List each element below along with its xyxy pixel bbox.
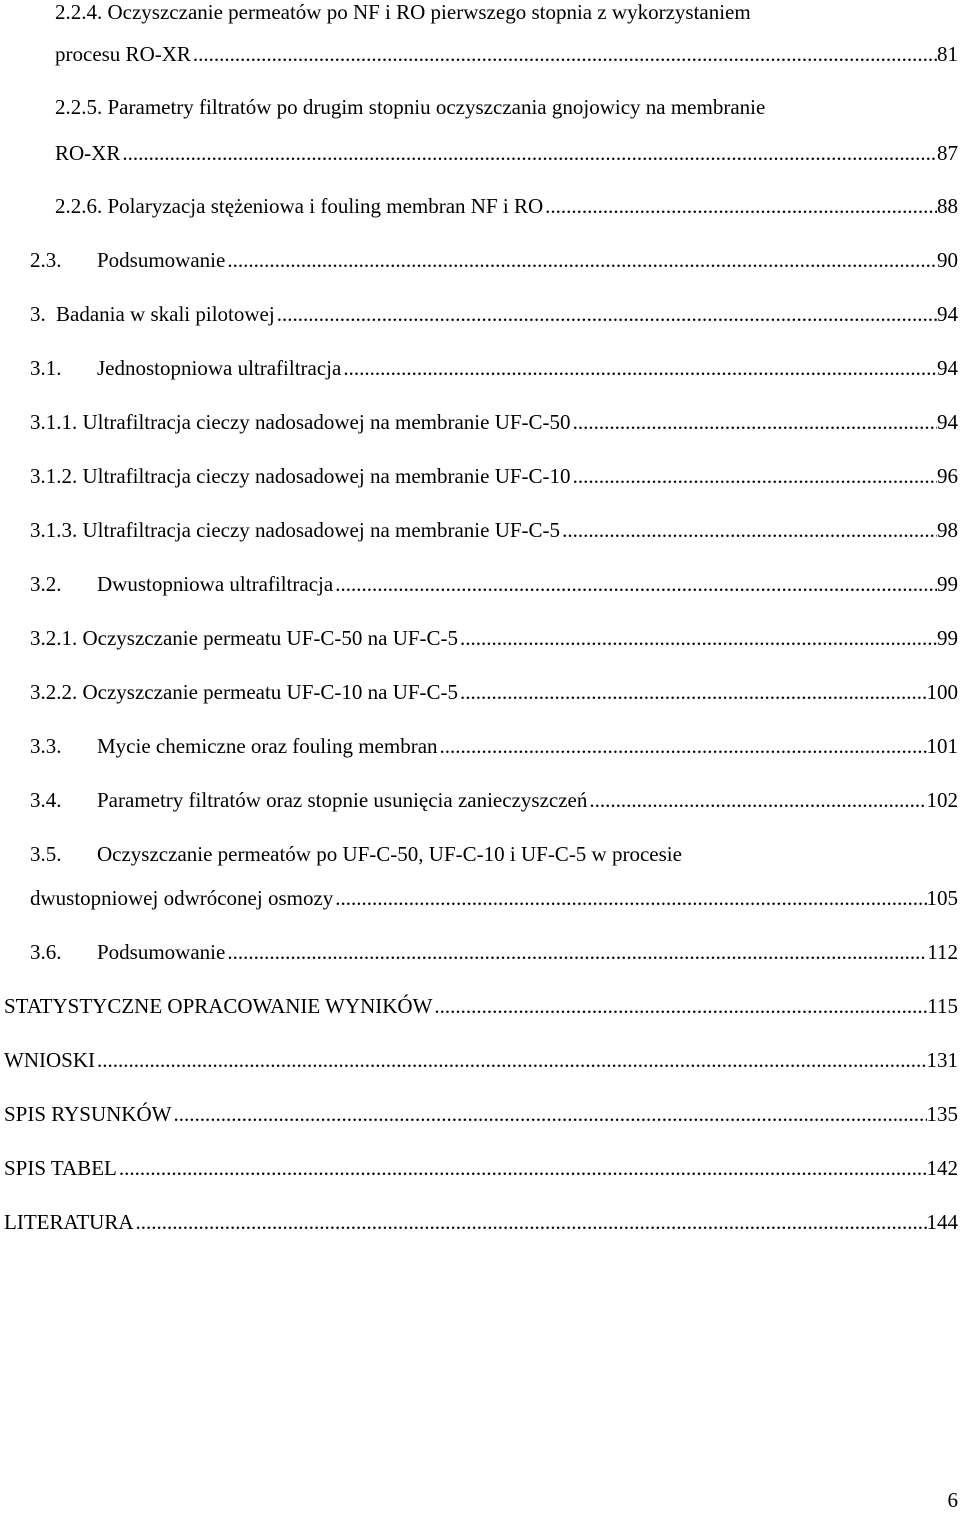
toc-entry-title: SPIS RYSUNKÓW bbox=[4, 1102, 172, 1126]
leader-dots bbox=[543, 194, 937, 219]
toc-entry-3-1[interactable] bbox=[30, 356, 958, 384]
toc-entry-3-1-1[interactable] bbox=[30, 410, 958, 438]
leader-dots bbox=[333, 572, 937, 597]
toc-entry-title: LITERATURA bbox=[4, 1210, 134, 1234]
toc-entry-statystyczne[interactable] bbox=[4, 994, 958, 1022]
toc-entry-3-3[interactable] bbox=[30, 734, 958, 762]
toc-page-number: 131 bbox=[926, 1048, 958, 1072]
leader-dots bbox=[117, 1156, 927, 1181]
toc-entry-3-2-2[interactable] bbox=[30, 680, 958, 708]
toc-entry-3-2-1[interactable] bbox=[30, 626, 958, 654]
toc-page-number: 100 bbox=[926, 680, 958, 704]
leader-dots bbox=[134, 1210, 927, 1235]
leader-dots bbox=[341, 356, 937, 381]
toc-entry-number: 2.2.6. bbox=[55, 194, 103, 218]
toc-entry-3[interactable] bbox=[30, 302, 958, 330]
toc-page-number: 135 bbox=[926, 1102, 958, 1126]
toc-entry-number: 3.1.1. bbox=[30, 410, 78, 434]
toc-page-number: 99 bbox=[937, 572, 958, 596]
toc-page-number: 102 bbox=[926, 788, 958, 812]
toc-entry-3-2[interactable] bbox=[30, 572, 958, 600]
toc-page-number: 99 bbox=[937, 626, 958, 650]
toc-entry-title: Jednostopniowa ultrafiltracja bbox=[97, 356, 342, 380]
toc-entry-3-6[interactable] bbox=[30, 940, 958, 968]
toc-page-number: 90 bbox=[937, 248, 958, 272]
toc-entry-number: 3.3. bbox=[30, 734, 62, 758]
leader-dots bbox=[560, 518, 937, 543]
leader-dots bbox=[225, 248, 937, 273]
toc-page-number: 112 bbox=[927, 940, 958, 964]
leader-dots bbox=[458, 680, 926, 705]
leader-dots bbox=[587, 788, 926, 813]
toc-page-number: 94 bbox=[937, 410, 958, 434]
toc-entry-title: Ultrafiltracja cieczy nadosadowej na membranie UF-C-5 bbox=[82, 518, 561, 542]
toc-entry-3-1-3[interactable] bbox=[30, 518, 958, 546]
toc-entry-number: 3.2. bbox=[30, 572, 62, 596]
toc-page-number: 81 bbox=[937, 42, 958, 66]
toc-entry-spis-tabel[interactable] bbox=[4, 1156, 958, 1184]
leader-dots bbox=[120, 141, 937, 166]
toc-entry-wnioski[interactable] bbox=[4, 1048, 958, 1076]
toc-entry-number: 3.2.1. bbox=[30, 626, 78, 650]
toc-entry-3-5-line2[interactable] bbox=[30, 886, 958, 914]
toc-entry-number: 3.2.2. bbox=[30, 680, 78, 704]
leader-dots bbox=[95, 1048, 927, 1073]
toc-entry-title: Ultrafiltracja cieczy nadosadowej na membranie UF-C-50 bbox=[82, 410, 571, 434]
toc-entry-2-3[interactable] bbox=[30, 248, 958, 276]
toc-page-number: 142 bbox=[926, 1156, 958, 1180]
toc-entry-2-2-5-line1[interactable] bbox=[55, 95, 765, 123]
toc-entry-title: Ultrafiltracja cieczy nadosadowej na membranie UF-C-10 bbox=[82, 464, 571, 488]
toc-entry-title: Dwustopniowa ultrafiltracja bbox=[97, 572, 334, 596]
leader-dots bbox=[333, 886, 926, 911]
toc-page-number: 96 bbox=[937, 464, 958, 488]
toc-page-number: 144 bbox=[926, 1210, 958, 1234]
leader-dots bbox=[191, 42, 937, 67]
toc-entry-2-2-4-line2[interactable] bbox=[55, 42, 958, 70]
toc-entry-3-4[interactable] bbox=[30, 788, 958, 816]
toc-entry-2-2-4-line1[interactable] bbox=[55, 0, 751, 28]
toc-entry-literatura[interactable] bbox=[4, 1210, 958, 1238]
toc-page-number: 115 bbox=[927, 994, 958, 1018]
toc-entry-number: 3.4. bbox=[30, 788, 62, 812]
toc-entry-title: Parametry filtratów oraz stopnie usunięcia zanieczyszczeń bbox=[97, 788, 588, 812]
toc-page-number: 94 bbox=[937, 302, 958, 326]
toc-entry-3-1-2[interactable] bbox=[30, 464, 958, 492]
toc-entry-number: 3.1.2. bbox=[30, 464, 78, 488]
leader-dots bbox=[458, 626, 937, 651]
toc-page-number: 98 bbox=[937, 518, 958, 542]
toc-page-number: 87 bbox=[937, 141, 958, 165]
toc-entry-number: 2.2.5. bbox=[55, 95, 103, 119]
toc-entry-number: 2.2.4. bbox=[55, 0, 103, 24]
toc-entry-number: 3.6. bbox=[30, 940, 62, 964]
toc-entry-title: Oczyszczanie permeatu UF-C-10 na UF-C-5 bbox=[82, 680, 459, 704]
toc-entry-title: Mycie chemiczne oraz fouling membran bbox=[97, 734, 438, 758]
toc-page-number: 105 bbox=[926, 886, 958, 910]
toc-entry-title: Badania w skali pilotowej bbox=[56, 302, 275, 326]
leader-dots bbox=[571, 410, 937, 435]
toc-entry-number: 3.1.3. bbox=[30, 518, 78, 542]
toc-entry-title: SPIS TABEL bbox=[4, 1156, 117, 1180]
toc-entry-title: Podsumowanie bbox=[97, 248, 226, 272]
toc-page-number: 94 bbox=[937, 356, 958, 380]
leader-dots bbox=[571, 464, 937, 489]
toc-entry-2-2-5-line2[interactable] bbox=[55, 141, 958, 169]
toc-entry-spis-rysunkow[interactable] bbox=[4, 1102, 958, 1130]
toc-entry-title: STATYSTYCZNE OPRACOWANIE WYNIKÓW bbox=[4, 994, 433, 1018]
leader-dots bbox=[432, 994, 927, 1019]
toc-entry-title: Oczyszczanie permeatu UF-C-50 na UF-C-5 bbox=[82, 626, 459, 650]
toc-entry-title: Podsumowanie bbox=[97, 940, 226, 964]
toc-entry-title-cont: procesu RO-XR bbox=[55, 42, 191, 66]
leader-dots bbox=[171, 1102, 926, 1127]
page-number: 6 bbox=[947, 1488, 958, 1512]
toc-entry-title: Oczyszczanie permeatów po UF-C-50, UF-C-10 i UF-C-5 w procesie bbox=[97, 842, 682, 866]
toc-entry-number: 2.3. bbox=[30, 248, 62, 272]
toc-entry-title: Oczyszczanie permeatów po NF i RO pierwszego stopnia z wykorzystaniem bbox=[107, 0, 751, 24]
leader-dots bbox=[438, 734, 927, 759]
toc-entry-2-2-6[interactable] bbox=[55, 194, 958, 222]
toc-entry-title: WNIOSKI bbox=[4, 1048, 95, 1072]
leader-dots bbox=[225, 940, 927, 965]
toc-entry-number: 3.1. bbox=[30, 356, 62, 380]
toc-entry-3-5-line1[interactable] bbox=[30, 842, 682, 870]
toc-entry-title: Parametry filtratów po drugim stopniu oczyszczania gnojowicy na membranie bbox=[107, 95, 766, 119]
toc-entry-number: 3.5. bbox=[30, 842, 62, 866]
toc-page-number: 88 bbox=[937, 194, 958, 218]
toc-entry-number: 3. bbox=[30, 302, 46, 326]
toc-entry-title-cont: dwustopniowej odwróconej osmozy bbox=[30, 886, 334, 910]
leader-dots bbox=[275, 302, 937, 327]
toc-page-number: 101 bbox=[926, 734, 958, 758]
toc-entry-title: Polaryzacja stężeniowa i fouling membran NF i RO bbox=[107, 194, 544, 218]
toc-entry-title-cont: RO-XR bbox=[55, 141, 121, 165]
